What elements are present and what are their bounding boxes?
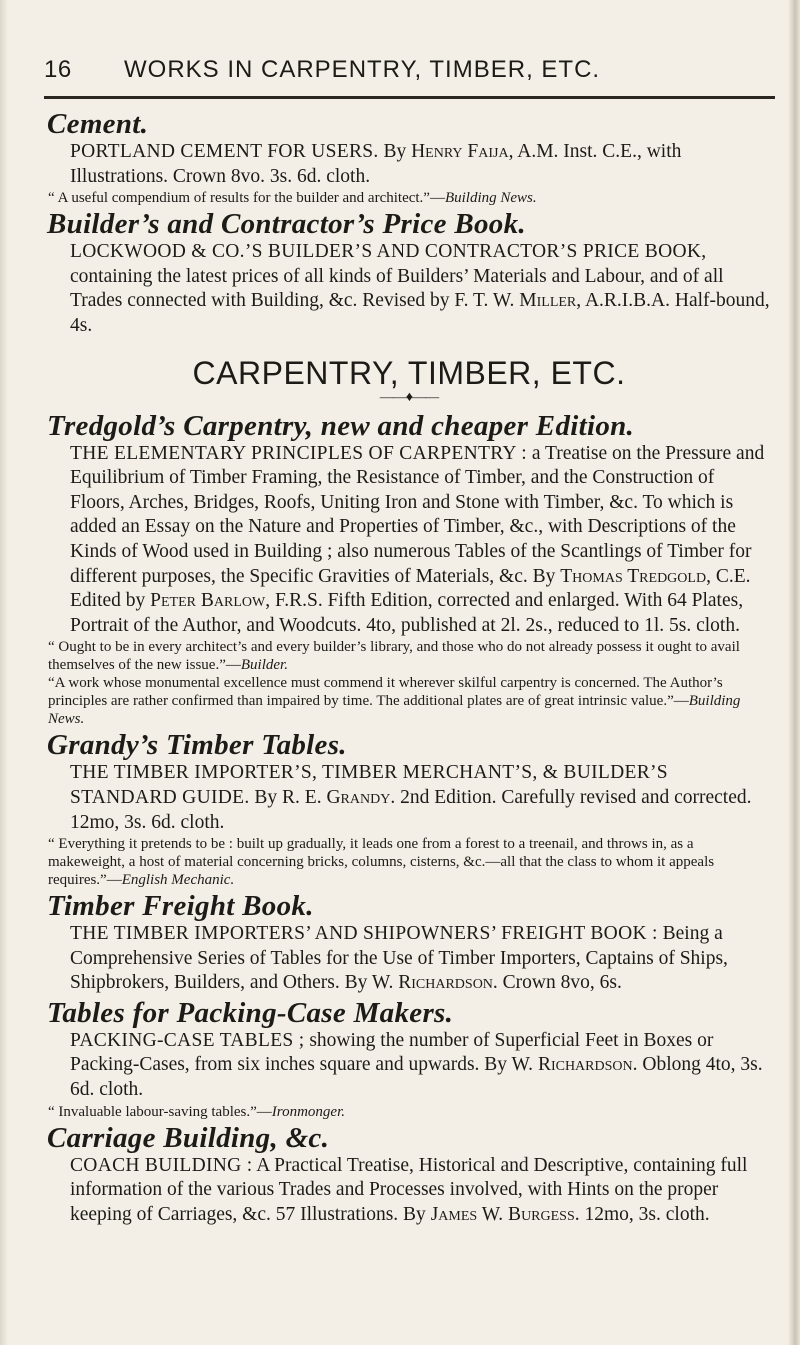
entry-packing xyxy=(70,1029,770,1103)
review-text: “A work whose monumental excellence must commend it wherever skilful carpentry is concerned. The Author’s principles are rather confirmed than impaired by time. The additional plates are of great intrinsic value.”— xyxy=(48,675,723,710)
running-head xyxy=(40,56,780,96)
review-text: “ Everything it pretends to be : built up gradually, it leads one from a forest to a treenail, and throws in, as a makeweight, a host of material concerning bricks, columns, cisterns, &c.—all that the class to whom it appeals requires.”— xyxy=(48,836,715,889)
category-heading-packing: Tables for Packing-Case Makers. xyxy=(47,996,454,1029)
entry-cement xyxy=(70,140,770,189)
header-rule xyxy=(44,96,775,99)
review-quote xyxy=(48,638,770,674)
review-text: “ A useful compendium of results for the builder and architect.”— xyxy=(48,190,445,207)
review-quote xyxy=(48,1103,770,1121)
author-name: Grandy. xyxy=(326,786,396,808)
book-title: COACH BUILDING : xyxy=(70,1154,253,1176)
diamond-ornament-icon: ——♦—— xyxy=(379,389,439,405)
review-text: “ Invaluable labour-saving tables.”— xyxy=(48,1103,272,1120)
by-text: By xyxy=(383,141,407,162)
running-head-title: WORKS IN CARPENTRY, TIMBER, ETC. xyxy=(124,56,601,83)
page-content xyxy=(48,107,770,1227)
book-description: Being a Comprehensive Series of Tables for the Use of Timber Importers, Captains of Ships, Shipbrokers, Builders, and Others. By W. xyxy=(70,923,728,994)
review-source: Builder. xyxy=(240,657,288,674)
book-details: . 12mo, 3s. cloth. xyxy=(574,1203,710,1225)
author-name: Henry Faija xyxy=(411,141,509,162)
review-source: Building News. xyxy=(48,693,741,728)
book-title: LOCKWOOD & CO.’S BUILDER’S AND CONTRACTOR’S PRICE BOOK, xyxy=(70,241,707,263)
review-source: English Mechanic. xyxy=(121,872,235,889)
page-gutter-shadow xyxy=(0,0,8,1345)
by-text: By R. E. xyxy=(254,786,322,808)
book-title: PACKING-CASE TABLES ; xyxy=(70,1029,305,1051)
review-text: “ Ought to be in every architect’s and every builder’s library, and those who do not already possess it ought to avail themselves of the new issue.”— xyxy=(48,639,740,674)
author-name: Miller xyxy=(519,290,577,312)
entry-tredgold xyxy=(70,442,770,639)
category-heading-grandy: Grandy’s Timber Tables. xyxy=(47,729,347,762)
category-heading-tredgold: Tredgold’s Carpentry, new and cheaper Edition. xyxy=(47,409,635,442)
entry-freight xyxy=(70,922,770,996)
review-quote xyxy=(48,674,770,728)
category-heading-price-book: Builder’s and Contractor’s Price Book. xyxy=(47,208,526,241)
book-title: THE ELEMENTARY PRINCIPLES OF CARPENTRY : xyxy=(70,442,527,464)
author-name: Richardson xyxy=(398,972,493,994)
book-details: 2nd Edition. Carefully revised and corrected. 12mo, 3s. 6d. cloth. xyxy=(70,786,752,833)
book-details: . Oblong 4to, 3s. 6d. cloth. xyxy=(70,1054,763,1101)
review-quote xyxy=(48,189,770,207)
review-source: Ironmonger. xyxy=(271,1103,345,1120)
book-description: A Practical Treatise, Historical and Descriptive, containing full information of the various Trades and Processes involved, with Hints on the proper keeping of Carriages, &c. 57 Illustrations. By xyxy=(70,1154,748,1225)
book-title: THE TIMBER IMPORTERS’ AND SHIPOWNERS’ FREIGHT BOOK : xyxy=(70,923,658,945)
page-edge-shadow xyxy=(788,0,800,1345)
category-heading-carriage: Carriage Building, &c. xyxy=(47,1121,330,1154)
category-heading-cement: Cement. xyxy=(47,108,149,140)
author-name: Thomas Tredgold xyxy=(560,565,707,587)
book-details: , F.R.S. Fifth Edition, corrected and enlarged. With 64 Plates, Portrait of the Author, and Woodcuts. 4to, published at 2l. 2s., reduced to 1l. 5s. cloth. xyxy=(70,590,744,636)
entry-carriage xyxy=(70,1154,770,1228)
book-details: , A.M. Inst. C.E., with Illustrations. Crown 8vo. 3s. 6d. cloth. xyxy=(70,141,682,187)
book-description: showing the number of Superficial Feet in Boxes or Packing-Cases, from six inches square and upwards. By W. xyxy=(70,1029,714,1076)
author-name: James W. Burgess xyxy=(430,1203,575,1225)
book-title: PORTLAND CEMENT FOR USERS. xyxy=(70,141,379,162)
book-description: containing the latest prices of all kinds of Builders’ Materials and Labour, and of all Trades connected with Building, &c. Revised by F. T. W. xyxy=(70,265,724,312)
entry-price-book xyxy=(70,240,770,338)
editor-name: Peter Barlow xyxy=(150,590,266,612)
book-description: a Treatise on the Pressure and Equilibrium of Timber Framing, the Resistance of Timber, and the Construction of Floors, Arches, Bridges, Roofs, Uniting Iron and Stone with Timber, &c. To which is added an Essay on the Nature and Properties of Timber, &c., with Descriptions of the Kinds of Wood used in Building ; also numerous Tables of the Scantlings of Timber for different purposes, the Specific Gravities of Materials, &c. By xyxy=(70,442,765,587)
entry-grandy xyxy=(70,761,770,835)
page-number: 16 xyxy=(44,56,72,83)
section-heading: CARPENTRY, TIMBER, ETC. xyxy=(192,354,626,391)
book-details: . Crown 8vo, 6s. xyxy=(492,972,622,994)
book-title: THE TIMBER IMPORTER’S, TIMBER MERCHANT’S, & BUILDER’S STANDARD GUIDE. xyxy=(70,762,668,808)
book-details: , C.E. Edited by xyxy=(70,565,751,612)
author-name: Richardson xyxy=(537,1054,633,1076)
review-quote xyxy=(48,835,770,889)
category-heading-freight: Timber Freight Book. xyxy=(47,890,314,923)
review-source: Building News. xyxy=(444,190,537,207)
book-details: , A.R.I.B.A. Half-bound, 4s. xyxy=(70,290,770,336)
